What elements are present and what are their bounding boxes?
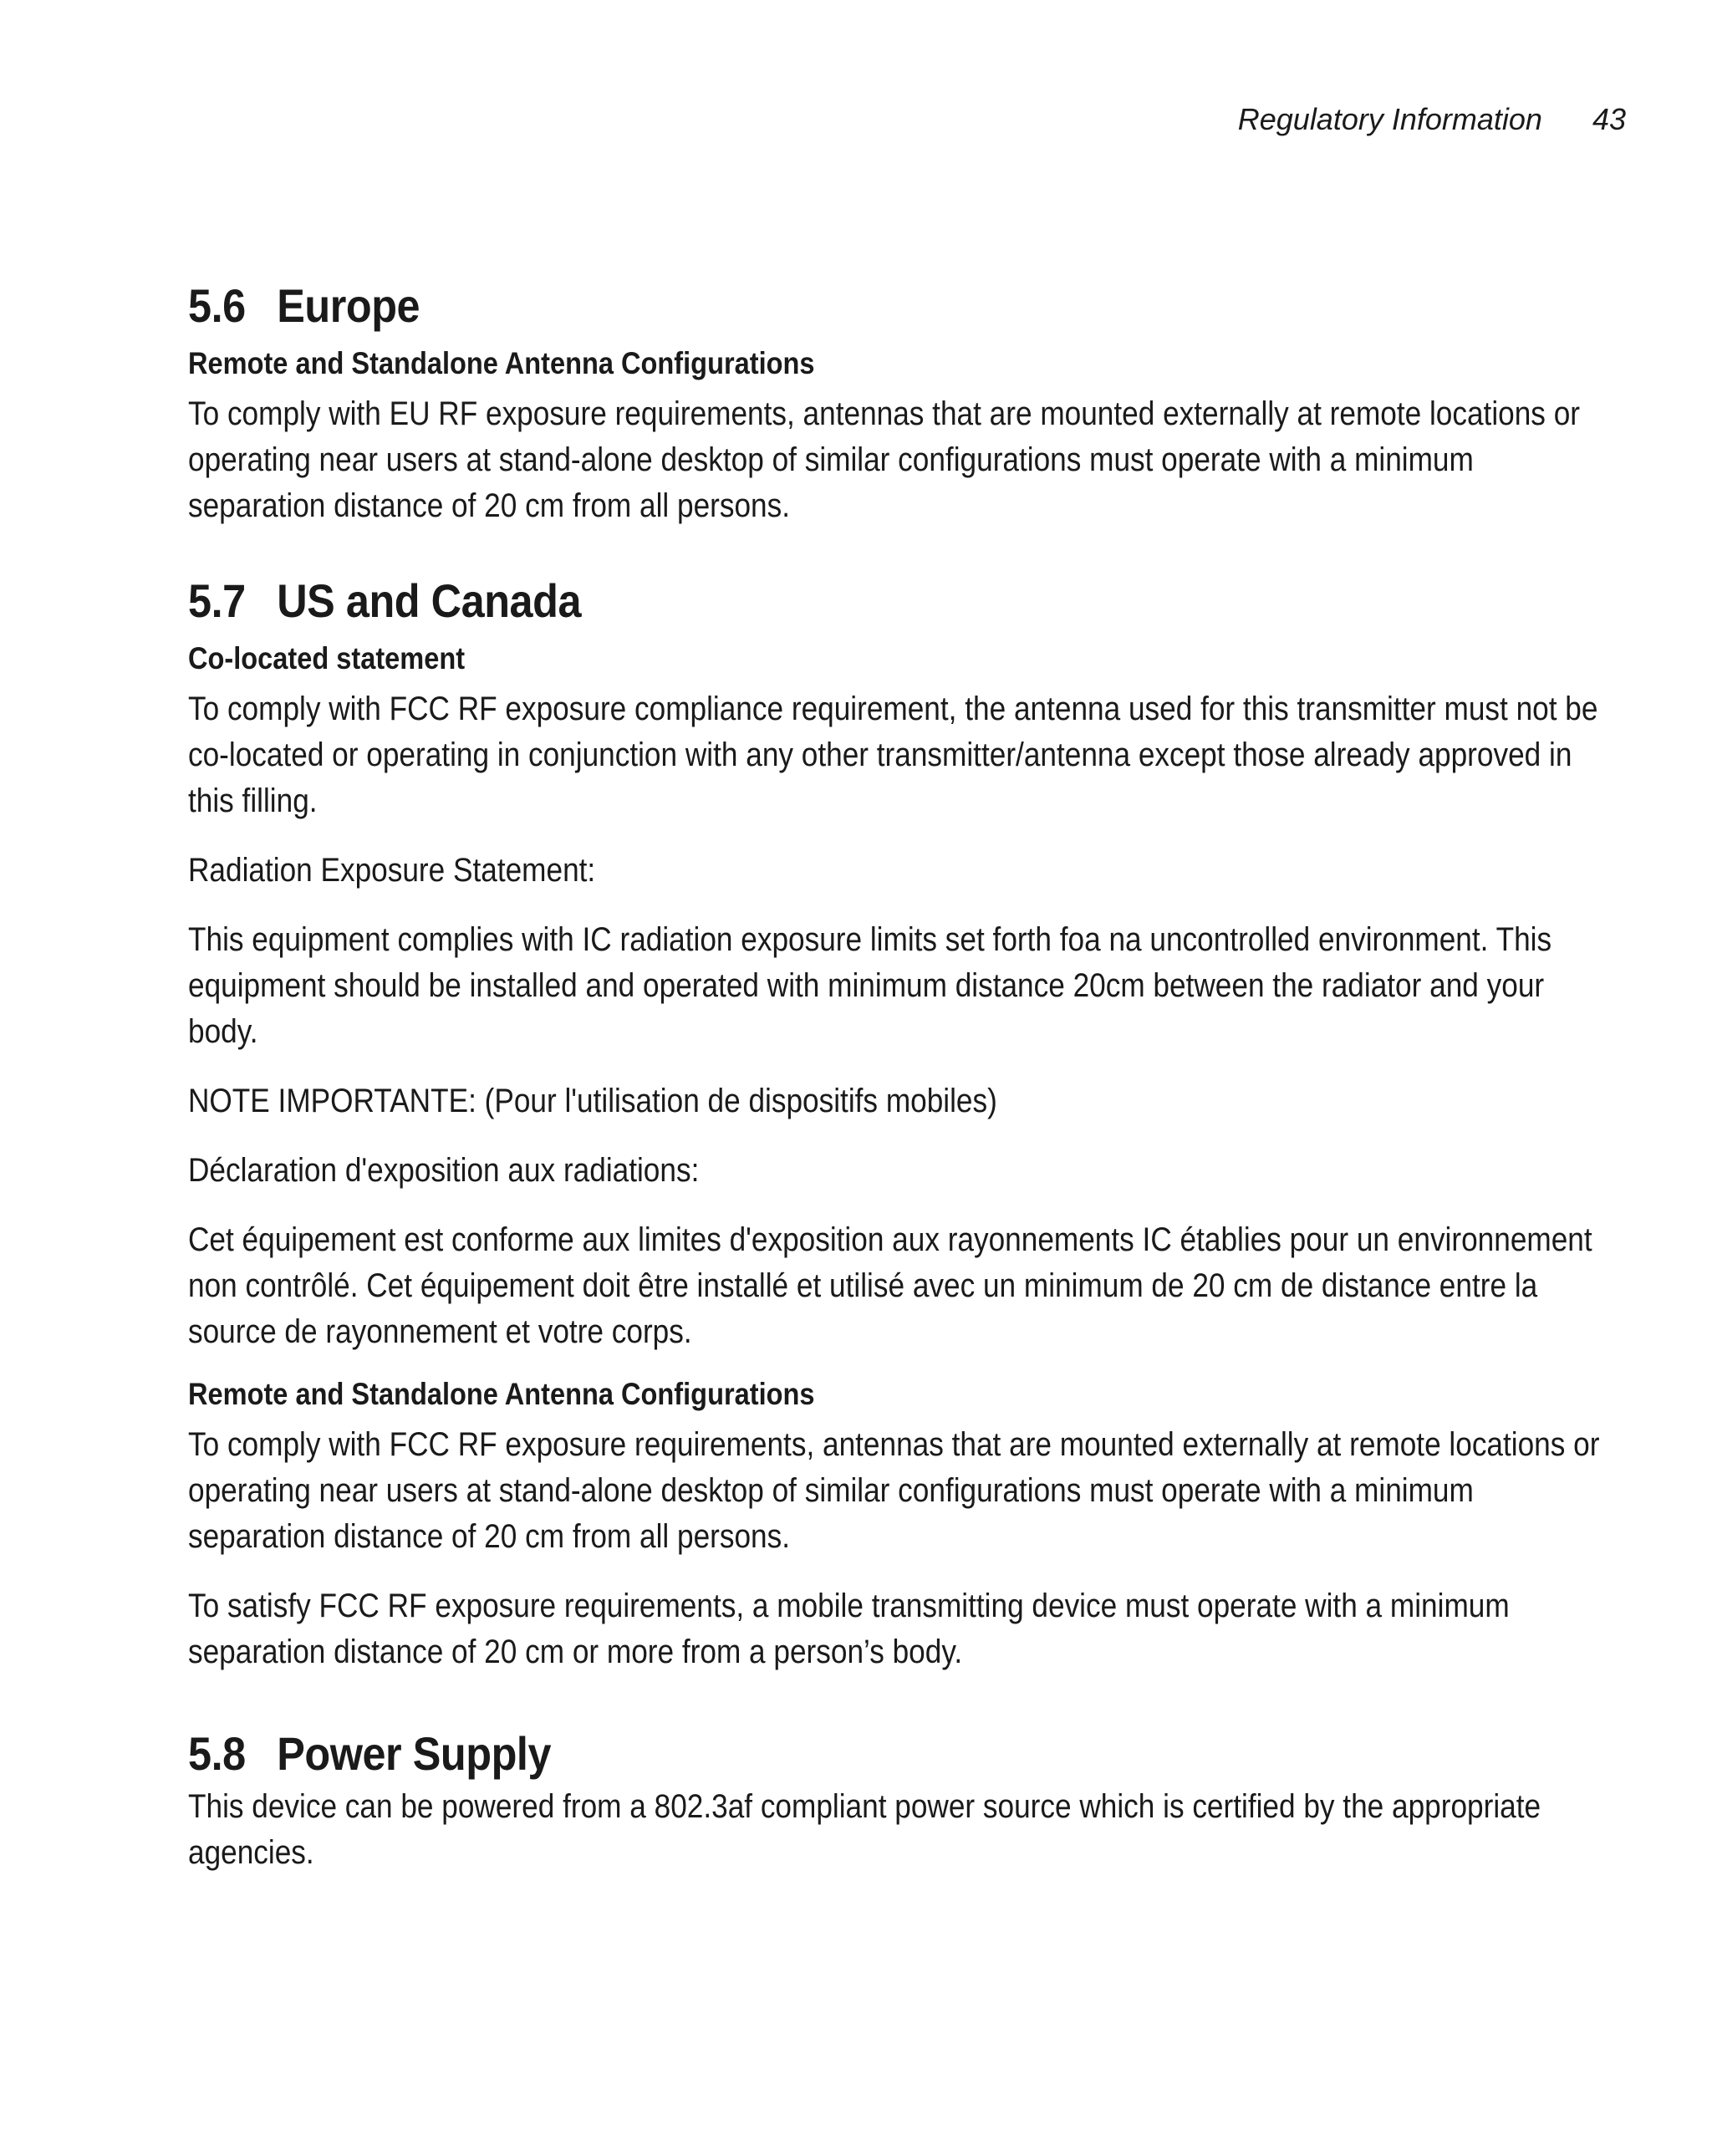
paragraph: To comply with FCC RF exposure requirements, antennas that are mounted externally at remote locations or operating near users at stand-alone desktop of similar configurations must operate with a minimum separation distance of 20 cm from all persons.: [188, 1426, 1600, 1555]
subheading: Co-located statement: [188, 641, 466, 675]
section-heading: [188, 1724, 1467, 1784]
section-us-canada: [188, 571, 1609, 1675]
paragraph: This equipment complies with IC radiation exposure limits set forth foa na uncontrolled environment. This equipment should be installed and operated with minimum distance 20cm between the radiator and your body.: [188, 921, 1552, 1050]
section-title: Europe: [277, 279, 420, 332]
page-number: 43: [1592, 102, 1626, 136]
running-header: [1238, 102, 1626, 137]
section-number: 5.7: [188, 574, 246, 627]
paragraph: To satisfy FCC RF exposure requirements, a mobile transmitting device must operate with a minimum separation distance of 20 cm or more from a person’s body.: [188, 1588, 1510, 1670]
paragraph: Déclaration d'exposition aux radiations:: [188, 1152, 700, 1189]
page-content: [188, 268, 1609, 1876]
paragraph: Cet équipement est conforme aux limites d'exposition aux rayonnements IC établies pour un environnement non contrôlé. Cet équipement doit être installé et utilisé avec un minimum de 20 cm de distance entre la source de rayonnement et votre corps.: [188, 1221, 1592, 1350]
section-power-supply: [188, 1724, 1609, 1876]
section-heading: [188, 276, 1467, 336]
paragraph: To comply with EU RF exposure requirements, antennas that are mounted externally at remote locations or operating near users at stand-alone desktop of similar configurations must operate with a minimum separation distance of 20 cm from all persons.: [188, 395, 1580, 524]
section-title: US and Canada: [277, 574, 582, 627]
paragraph: To comply with FCC RF exposure compliance requirement, the antenna used for this transmitter must not be co-located or operating in conjunction with any other transmitter/antenna except those already approved in this filling.: [188, 691, 1598, 819]
section-europe: [188, 276, 1609, 529]
subheading: Remote and Standalone Antenna Configurations: [188, 1377, 815, 1411]
chapter-title: Regulatory Information: [1237, 102, 1542, 136]
paragraph: This device can be powered from a 802.3af compliant power source which is certified by the appropriate agencies.: [188, 1788, 1541, 1871]
paragraph: NOTE IMPORTANTE: (Pour l'utilisation de dispositifs mobiles): [188, 1083, 997, 1119]
paragraph: Radiation Exposure Statement:: [188, 852, 596, 889]
subheading: Remote and Standalone Antenna Configurations: [188, 346, 815, 380]
section-title: Power Supply: [277, 1727, 552, 1780]
section-number: 5.6: [188, 279, 246, 332]
section-heading: [188, 571, 1467, 631]
section-number: 5.8: [188, 1727, 246, 1780]
